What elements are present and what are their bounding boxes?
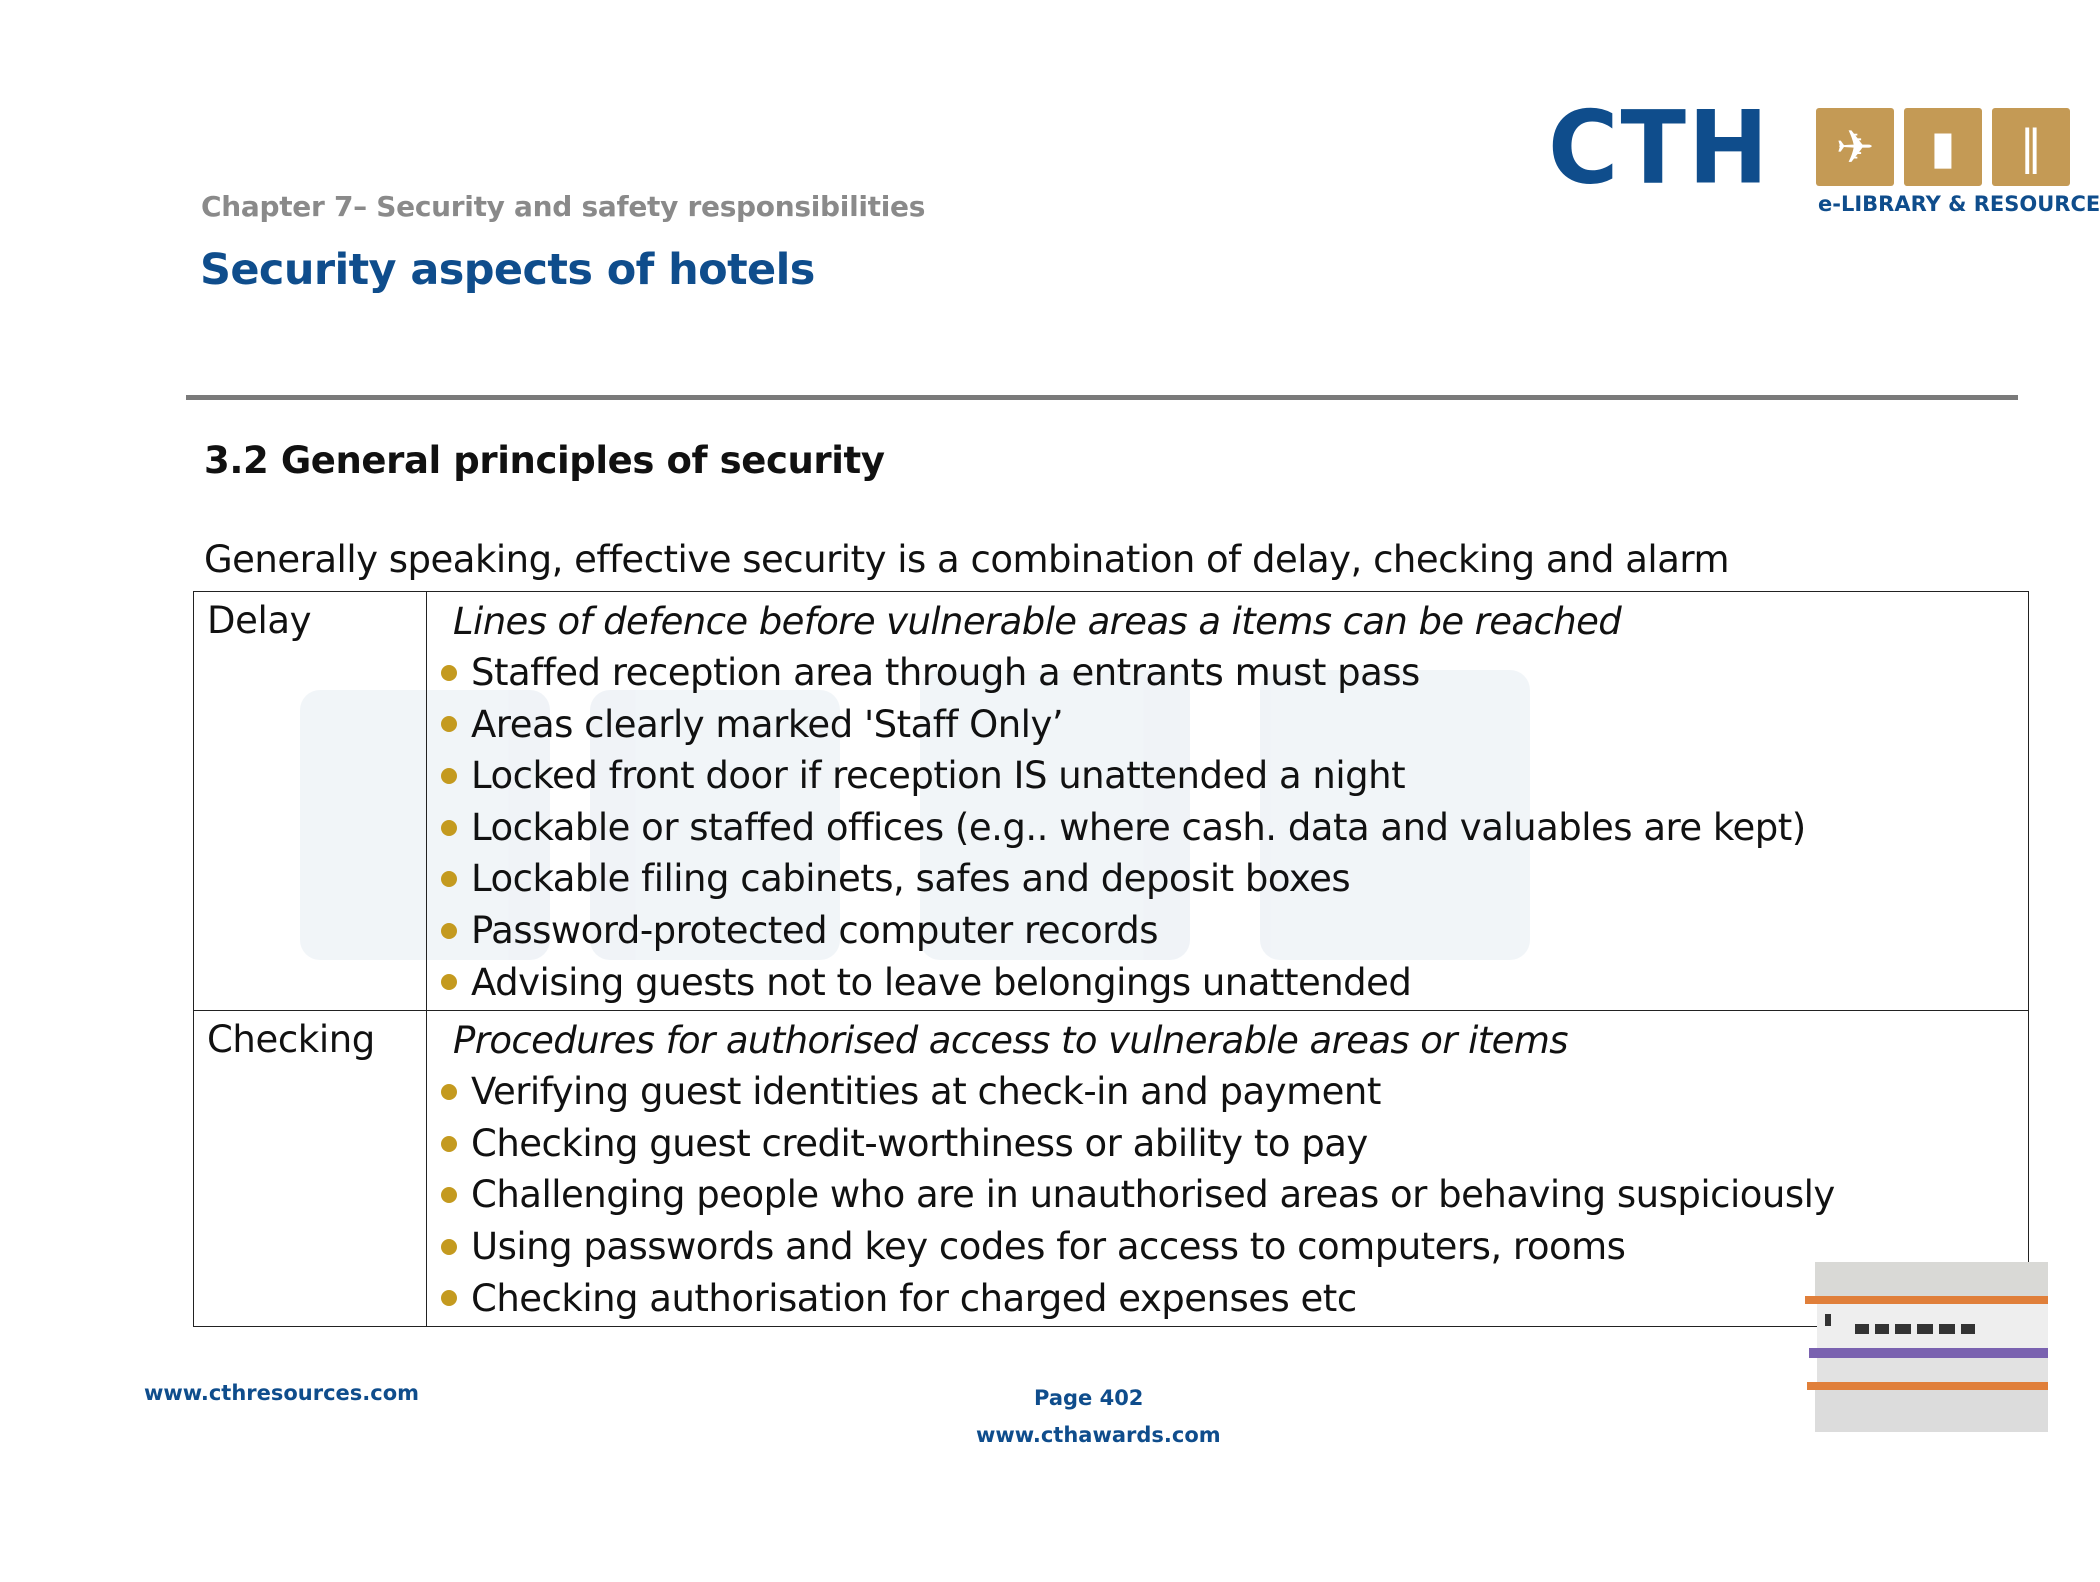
list-item <box>441 1169 2028 1221</box>
row-content <box>427 592 2029 1011</box>
page-number: Page 402 <box>1034 1386 1144 1410</box>
list-item <box>441 1118 2028 1170</box>
list-item <box>441 905 2028 957</box>
list-item-text: Staffed reception area through a entrants must pass <box>471 651 1420 694</box>
cth-logo <box>1548 89 2100 220</box>
list-item <box>441 750 2028 802</box>
list-item <box>441 802 2028 854</box>
bullet-icon <box>441 1084 457 1100</box>
bullet-icon <box>441 1187 457 1203</box>
row-content <box>427 1011 2029 1327</box>
bullet-icon <box>441 665 457 681</box>
bullet-icon <box>441 1239 457 1255</box>
list-item <box>441 1221 2028 1273</box>
books-icon <box>1805 1262 2048 1432</box>
list-item-text: Locked front door if reception IS unattended a night <box>471 754 1406 798</box>
list-item-text: Verifying guest identities at check-in and payment <box>471 1070 1381 1114</box>
row-label: Delay <box>194 592 427 1011</box>
list-item <box>441 647 2028 699</box>
table-row-checking <box>194 1011 2029 1327</box>
list-item-text: Challenging people who are in unauthorised areas or behaving suspiciously <box>471 1173 1835 1217</box>
bullet-icon <box>441 716 457 732</box>
footer-resources-link[interactable]: www.cthresources.com <box>144 1381 420 1405</box>
bullet-icon <box>441 768 457 784</box>
airplane-icon: ✈ <box>1816 108 1894 186</box>
logo-text: CTH <box>1548 89 1771 207</box>
table-row-delay <box>194 592 2029 1011</box>
cutlery-icon: ‖ <box>1992 108 2070 186</box>
row-heading: Lines of defence before vulnerable areas a items can be reached <box>453 600 1622 643</box>
footer-awards-link[interactable]: www.cthawards.com <box>976 1423 1221 1447</box>
chapter-label: Chapter 7– Security and safety responsibilities <box>201 190 926 223</box>
bullet-list <box>441 1066 2028 1324</box>
security-principles-table <box>193 591 2029 1327</box>
list-item <box>441 957 2028 1009</box>
bullet-icon <box>441 974 457 990</box>
list-item-text: Password-protected computer records <box>471 908 1158 952</box>
list-item <box>441 1273 2028 1325</box>
list-item-text: Lockable filing cabinets, safes and deposit boxes <box>471 857 1351 901</box>
list-item <box>441 1066 2028 1118</box>
logo-subtitle: e-LIBRARY & RESOURCE <box>1818 192 2100 216</box>
section-heading: 3.2 General principles of security <box>204 439 885 482</box>
row-heading: Procedures for authorised access to vulnerable areas or items <box>453 1019 1568 1063</box>
list-item-text: Checking authorisation for charged expenses etc <box>471 1276 1357 1320</box>
bullet-icon <box>441 820 457 836</box>
list-item <box>441 853 2028 905</box>
bed-icon: ▮ <box>1904 108 1982 186</box>
bullet-icon <box>441 871 457 887</box>
bullet-icon <box>441 923 457 939</box>
list-item-text: Using passwords and key codes for access to computers, rooms <box>471 1224 1626 1268</box>
bullet-list <box>441 647 2028 1008</box>
row-label: Checking <box>194 1011 427 1327</box>
intro-text: Generally speaking, effective security is a combination of delay, checking and alarm <box>204 538 1729 581</box>
list-item-text: Areas clearly marked 'Staff Only’ <box>471 702 1064 746</box>
bullet-icon <box>441 1290 457 1306</box>
list-item-text: Lockable or staffed offices (e.g.. where cash. data and valuables are kept) <box>471 805 1806 849</box>
list-item-text: Advising guests not to leave belongings unattended <box>471 960 1412 1004</box>
list-item <box>441 699 2028 751</box>
bullet-icon <box>441 1136 457 1152</box>
list-item-text: Checking guest credit-worthiness or ability to pay <box>471 1121 1368 1165</box>
page-title: Security aspects of hotels <box>200 245 815 295</box>
header-divider <box>186 395 2018 400</box>
